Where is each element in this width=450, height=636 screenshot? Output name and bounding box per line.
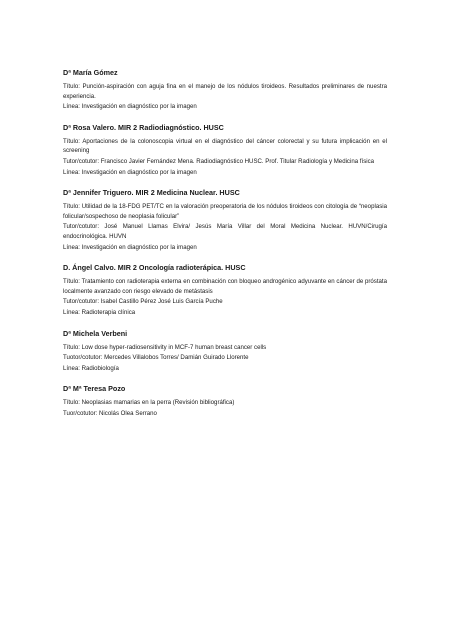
entry-name: Dª Jennifer Triguero. MIR 2 Medicina Nuclear. HUSC: [63, 188, 240, 198]
entry-title: Título: Aportaciones de la colonoscopia virtual en el diagnóstico del cáncer colorectal y su futura implicación en el screening: [63, 137, 387, 155]
entry-teresa-pozo: [63, 384, 387, 418]
entry-tutor: Tuotor/cotutor: Mercedes Villalobos Torres/ Damián Guirado Llorente: [63, 354, 249, 362]
entry-research-line: Línea: Radioterapia clínica: [63, 308, 136, 316]
entry-title: Título: Punción-aspiración con aguja fina en el manejo de los nódulos tiroideos. Resultados preliminares de nuestra experiencia.: [63, 83, 387, 100]
entry-tutor: Tutor/cotutor: José Manuel Llamas Elvira/ Jesús María Villar del Moral Medicina Nuclear. HUVN/Cirugía endocrinológica. HUVN: [63, 223, 387, 240]
entry-name: Dª Rosa Valero. MIR 2 Radiodiagnóstico. HUSC: [63, 122, 224, 132]
entry-research-line: Línea: Investigación en diagnóstico por la imagen: [63, 103, 197, 111]
entry-name: Dª Michela Verbeni: [63, 328, 128, 338]
document-page: [63, 68, 387, 429]
entry-jennifer-triguero: [63, 188, 387, 252]
entry-rosa-valero: [63, 123, 387, 177]
entry-name: D. Ángel Calvo. MIR 2 Oncología radioterápica. HUSC: [63, 263, 246, 273]
entry-title: Título: Utilidad de la 18-FDG PET/TC en la valoración preoperatoria de los nódulos tiroideos con citología de “neoplasia folicular/sospechoso de neoplasia folicular”: [63, 203, 387, 220]
entry-tutor: Tutor/cotutor: Francisco Javier Fernández Mena. Radiodiagnóstico HUSC. Prof. Titular Radiología y Medicina física: [63, 157, 375, 165]
entry-maria-gomez: [63, 68, 387, 112]
entry-name: Dª Mª Teresa Pozo: [63, 384, 126, 394]
entry-tutor: Tutor/cotutor: Isabel Castillo Pérez José Luis García Puche: [63, 298, 223, 306]
entry-research-line: Línea: Radiobiología: [63, 364, 119, 372]
entry-research-line: Línea: Investigación en diagnóstico por la imagen: [63, 243, 197, 251]
entry-title: Título: Neoplasias mamarias en la perra (Revisión bibliográfica): [63, 399, 235, 407]
entry-name: Dª María Gómez: [63, 68, 118, 77]
entry-michela-verbeni: [63, 329, 387, 374]
entry-tutor: Tuor/cotutor: Nicolás Olea Serrano: [63, 409, 157, 417]
entry-title: Título: Tratamiento con radioterapia externa en combinación con bloqueo androgénico adyuvante en cáncer de próstata localmente avanzado con riesgo elevado de metástasis: [63, 278, 387, 295]
entry-research-line: Línea: Investigación en diagnóstico por la imagen: [63, 168, 197, 176]
entry-title: Título: Low dose hyper-radiosensitivity in MCF-7 human breast cancer cells: [63, 343, 267, 351]
entry-angel-calvo: [63, 263, 387, 317]
